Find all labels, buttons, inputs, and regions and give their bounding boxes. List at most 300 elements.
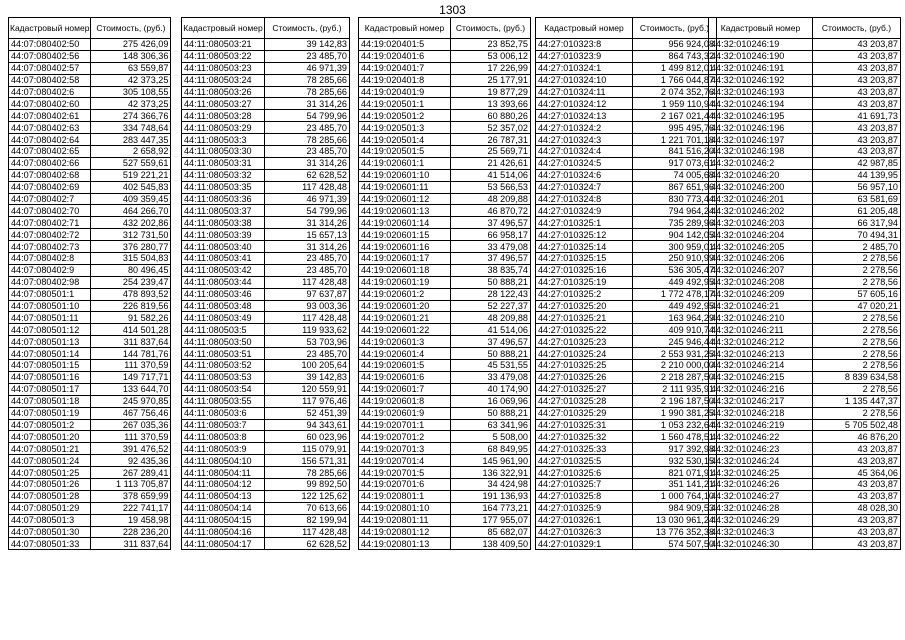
cadastral-number-cell: 44:11:080503:36 (182, 193, 265, 205)
table-row (536, 74, 717, 86)
cost-cell: 5 705 502,48 (813, 419, 901, 431)
cost-cell: 2 278,56 (813, 276, 901, 288)
table-row (359, 193, 531, 205)
cost-cell: 2 278,56 (813, 360, 901, 372)
cost-cell: 23 485,70 (265, 264, 350, 276)
cost-cell: 917 392,98 (633, 443, 717, 455)
table-row (9, 229, 171, 241)
cost-cell: 82 199,94 (265, 514, 350, 526)
table-row (9, 490, 171, 502)
table-row (359, 134, 531, 146)
cost-cell: 45 364,06 (813, 467, 901, 479)
cost-cell: 177 955,07 (451, 514, 531, 526)
table-row (709, 50, 901, 62)
cost-cell: 33 479,08 (451, 241, 531, 253)
cost-cell: 80 496,45 (91, 264, 171, 276)
table-row (536, 348, 717, 360)
cadastral-number-cell: 44:27:010324:11 (536, 86, 633, 98)
cost-cell: 1 221 701,18 (633, 134, 717, 146)
table-row (359, 443, 531, 455)
cadastral-number-cell: 44:19:020601:14 (359, 217, 451, 229)
cost-cell: 48 028,30 (813, 502, 901, 514)
cost-cell: 41 514,06 (451, 324, 531, 336)
table-row (182, 300, 350, 312)
table-row (709, 348, 901, 360)
table-row (9, 264, 171, 276)
cadastral-number-cell: 44:32:010246:22 (709, 431, 813, 443)
table-row (182, 241, 350, 253)
cadastral-number-cell: 44:11:080504:15 (182, 514, 265, 526)
cadastral-number-cell: 44:27:010324:10 (536, 74, 633, 86)
cost-cell: 574 507,50 (633, 538, 717, 550)
cadastral-number-cell: 44:27:010325:26 (536, 371, 633, 383)
table-row (182, 312, 350, 324)
cadastral-number-cell: 44:27:010325:32 (536, 431, 633, 443)
cadastral-number-cell: 44:11:080503:6 (182, 407, 265, 419)
cadastral-number-cell: 44:27:010323:9 (536, 50, 633, 62)
cost-cell: 43 203,87 (813, 134, 901, 146)
cadastral-number-cell: 44:19:020801:1 (359, 490, 451, 502)
cost-cell: 50 888,21 (451, 407, 531, 419)
table-row (536, 395, 717, 407)
cost-cell: 1 766 044,87 (633, 74, 717, 86)
cost-cell: 467 756,46 (91, 407, 171, 419)
cost-cell: 1 113 705,87 (91, 478, 171, 490)
cadastral-table-1 (8, 17, 171, 550)
cost-cell: 2 278,56 (813, 324, 901, 336)
cost-cell: 830 773,44 (633, 193, 717, 205)
table-row (9, 253, 171, 265)
table-row (182, 181, 350, 193)
cadastral-table-5 (708, 17, 901, 550)
table-row (9, 110, 171, 122)
table-row (359, 229, 531, 241)
table-row (536, 122, 717, 134)
table-row (359, 431, 531, 443)
cost-cell: 2 111 935,91 (633, 383, 717, 395)
table-row (9, 98, 171, 110)
table-header-row (709, 18, 901, 39)
cadastral-number-cell: 44:32:010246:205 (709, 241, 813, 253)
cadastral-number-cell: 44:07:080402:6 (9, 86, 91, 98)
cadastral-number-cell: 44:11:080503:44 (182, 276, 265, 288)
cost-cell: 117 976,46 (265, 395, 350, 407)
table-row (9, 395, 171, 407)
cadastral-number-cell: 44:11:080503:49 (182, 312, 265, 324)
table-row (536, 324, 717, 336)
cadastral-number-cell: 44:07:080501:24 (9, 455, 91, 467)
cadastral-number-cell: 44:11:080503:38 (182, 217, 265, 229)
cost-cell: 145 961,90 (451, 455, 531, 467)
table-row (536, 538, 717, 550)
cost-cell: 1 000 764,10 (633, 490, 717, 502)
cost-cell: 23 485,70 (265, 348, 350, 360)
table-row (536, 419, 717, 431)
cost-cell: 300 959,01 (633, 241, 717, 253)
cost-cell: 311 837,64 (91, 336, 171, 348)
table-row (359, 371, 531, 383)
cost-cell: 61 205,48 (813, 205, 901, 217)
cadastral-number-cell: 44:11:080503:54 (182, 383, 265, 395)
table-row (182, 193, 350, 205)
cost-cell: 56 957,10 (813, 181, 901, 193)
cadastral-number-cell: 44:32:010246:30 (709, 538, 813, 550)
cost-cell: 31 314,26 (265, 157, 350, 169)
table-row (359, 538, 531, 550)
cost-cell: 26 787,31 (451, 134, 531, 146)
cost-cell: 2 218 287,50 (633, 371, 717, 383)
table-row (9, 288, 171, 300)
cadastral-number-cell: 44:27:010325:1 (536, 217, 633, 229)
cadastral-number-cell: 44:27:010325:8 (536, 490, 633, 502)
table-header-row (536, 18, 717, 39)
cadastral-number-cell: 44:19:020601:6 (359, 371, 451, 383)
cadastral-number-cell: 44:32:010246:24 (709, 455, 813, 467)
table-row (9, 431, 171, 443)
cadastral-number-cell: 44:32:010246:215 (709, 371, 813, 383)
cost-cell: 17 226,99 (451, 62, 531, 74)
table-row (359, 502, 531, 514)
cadastral-number-cell: 44:07:080501:2 (9, 419, 91, 431)
table-row (536, 157, 717, 169)
cost-cell: 932 530,15 (633, 455, 717, 467)
cost-cell: 841 516,20 (633, 146, 717, 158)
cadastral-number-cell: 44:32:010246:192 (709, 74, 813, 86)
cost-cell: 43 203,87 (813, 146, 901, 158)
cadastral-number-cell: 44:19:020601:19 (359, 276, 451, 288)
cost-cell: 904 142,05 (633, 229, 717, 241)
table-row (359, 478, 531, 490)
cost-cell: 23 485,70 (265, 50, 350, 62)
cost-cell: 164 773,21 (451, 502, 531, 514)
table-row (182, 264, 350, 276)
cadastral-number-cell: 44:27:010325:12 (536, 229, 633, 241)
cadastral-number-cell: 44:11:080503:52 (182, 360, 265, 372)
cost-cell: 34 424,98 (451, 478, 531, 490)
cadastral-number-cell: 44:07:080501:14 (9, 348, 91, 360)
cost-cell: 115 079,91 (265, 443, 350, 455)
cost-cell: 519 221,21 (91, 169, 171, 181)
cadastral-number-cell: 44:32:010246:219 (709, 419, 813, 431)
cost-cell: 78 285,66 (265, 134, 350, 146)
cadastral-number-cell: 44:32:010246:23 (709, 443, 813, 455)
cost-cell: 13 030 961,24 (633, 514, 717, 526)
cost-cell: 2 278,56 (813, 383, 901, 395)
table-row (359, 205, 531, 217)
table-row (359, 122, 531, 134)
table-row (536, 336, 717, 348)
cadastral-number-cell: 44:27:010325:5 (536, 455, 633, 467)
table-row (182, 146, 350, 158)
table-row (709, 181, 901, 193)
table-row (359, 419, 531, 431)
cadastral-number-cell: 44:27:010326:3 (536, 526, 633, 538)
cost-cell: 867 651,96 (633, 181, 717, 193)
cost-cell: 117 428,48 (265, 526, 350, 538)
cadastral-number-cell: 44:07:080501:25 (9, 467, 91, 479)
table-row (182, 419, 350, 431)
cost-cell: 50 888,21 (451, 276, 531, 288)
cadastral-number-cell: 44:32:010246:218 (709, 407, 813, 419)
table-row (182, 157, 350, 169)
table-row (709, 431, 901, 443)
cadastral-number-cell: 44:07:080501:17 (9, 383, 91, 395)
cadastral-number-cell: 44:11:080503:42 (182, 264, 265, 276)
cost-cell: 78 285,66 (265, 74, 350, 86)
table-row (709, 157, 901, 169)
cost-cell: 2 278,56 (813, 407, 901, 419)
cadastral-table-3 (358, 17, 531, 550)
cost-cell: 267 035,36 (91, 419, 171, 431)
cadastral-number-cell: 44:32:010246:190 (709, 50, 813, 62)
table-row (536, 241, 717, 253)
table-row (359, 300, 531, 312)
cadastral-number-cell: 44:19:020801:10 (359, 502, 451, 514)
table-row (9, 241, 171, 253)
table-row (709, 336, 901, 348)
cost-cell: 45 531,55 (451, 360, 531, 372)
cost-cell: 315 504,83 (91, 253, 171, 265)
table-row (359, 169, 531, 181)
cadastral-number-cell: 44:07:080402:56 (9, 50, 91, 62)
cadastral-number-cell: 44:07:080402:64 (9, 134, 91, 146)
cadastral-number-cell: 44:11:080503:50 (182, 336, 265, 348)
cost-cell: 25 177,91 (451, 74, 531, 86)
table-row (709, 324, 901, 336)
cadastral-number-cell: 44:27:010325:6 (536, 467, 633, 479)
cost-cell: 31 314,26 (265, 98, 350, 110)
cadastral-number-cell: 44:27:010323:8 (536, 39, 633, 51)
cadastral-number-cell: 44:07:080501:28 (9, 490, 91, 502)
table-row (359, 146, 531, 158)
table-row (359, 98, 531, 110)
cost-cell: 52 357,02 (451, 122, 531, 134)
cadastral-number-cell: 44:19:020801:13 (359, 538, 451, 550)
table-row (359, 514, 531, 526)
cadastral-number-cell: 44:07:080402:61 (9, 110, 91, 122)
table-row (182, 217, 350, 229)
cost-cell: 449 492,95 (633, 300, 717, 312)
cadastral-number-cell: 44:11:080503:48 (182, 300, 265, 312)
cost-cell: 267 289,41 (91, 467, 171, 479)
cadastral-number-cell: 44:19:020601:10 (359, 169, 451, 181)
cost-cell: 226 819,56 (91, 300, 171, 312)
cost-cell: 138 409,50 (451, 538, 531, 550)
table-row (536, 383, 717, 395)
cadastral-number-cell: 44:27:010324:2 (536, 122, 633, 134)
cadastral-number-cell: 44:19:020601:9 (359, 407, 451, 419)
cadastral-number-cell: 44:19:020601:3 (359, 336, 451, 348)
cadastral-number-cell: 44:19:020601:16 (359, 241, 451, 253)
cost-cell: 39 142,83 (265, 371, 350, 383)
cost-cell: 43 203,87 (813, 98, 901, 110)
cadastral-number-cell: 44:11:080504:14 (182, 502, 265, 514)
cadastral-number-cell: 44:07:080402:7 (9, 193, 91, 205)
cost-cell: 409 359,45 (91, 193, 171, 205)
cost-cell: 449 492,95 (633, 276, 717, 288)
cost-cell: 2 278,56 (813, 348, 901, 360)
cost-cell: 42 373,25 (91, 98, 171, 110)
cadastral-number-cell: 44:19:020501:5 (359, 146, 451, 158)
cost-cell: 54 799,96 (265, 110, 350, 122)
cost-cell: 44 139,95 (813, 169, 901, 181)
cost-cell: 78 285,66 (265, 86, 350, 98)
cost-cell: 794 964,24 (633, 205, 717, 217)
table-row (182, 50, 350, 62)
cadastral-number-cell: 44:27:010325:22 (536, 324, 633, 336)
cost-cell: 2 196 187,50 (633, 395, 717, 407)
cost-cell: 334 748,64 (91, 122, 171, 134)
table-row (709, 253, 901, 265)
table-row (182, 336, 350, 348)
cadastral-number-cell: 44:32:010246:212 (709, 336, 813, 348)
table-row (709, 502, 901, 514)
table-row (9, 336, 171, 348)
table-row (536, 264, 717, 276)
table-row (359, 467, 531, 479)
table-row (9, 324, 171, 336)
table-row (9, 443, 171, 455)
cadastral-number-cell: 44:11:080503:46 (182, 288, 265, 300)
table-row (9, 300, 171, 312)
cost-cell: 432 202,86 (91, 217, 171, 229)
cost-cell: 53 006,12 (451, 50, 531, 62)
table-row (359, 264, 531, 276)
table-row (9, 39, 171, 51)
table-row (9, 217, 171, 229)
table-row (182, 98, 350, 110)
cost-cell: 19 877,29 (451, 86, 531, 98)
table-row (9, 134, 171, 146)
cost-cell: 43 203,87 (813, 478, 901, 490)
cost-cell: 13 393,66 (451, 98, 531, 110)
cadastral-number-cell: 44:27:010325:20 (536, 300, 633, 312)
cadastral-number-cell: 44:19:020701:3 (359, 443, 451, 455)
cost-cell: 66 958,17 (451, 229, 531, 241)
table-row (359, 157, 531, 169)
table-row (182, 205, 350, 217)
cadastral-number-cell: 44:07:080501:10 (9, 300, 91, 312)
cost-cell: 148 306,36 (91, 50, 171, 62)
table-row (536, 276, 717, 288)
table-row (536, 514, 717, 526)
cadastral-number-cell: 44:11:080503:55 (182, 395, 265, 407)
cadastral-number-cell: 44:07:080402:71 (9, 217, 91, 229)
table-row (709, 74, 901, 86)
table-row (709, 205, 901, 217)
cadastral-number-cell: 44:11:080503:53 (182, 371, 265, 383)
table-row (9, 169, 171, 181)
table-row (9, 276, 171, 288)
cost-cell: 33 479,08 (451, 371, 531, 383)
table-row (709, 62, 901, 74)
cost-cell: 995 495,76 (633, 122, 717, 134)
cost-cell: 43 203,87 (813, 514, 901, 526)
cost-cell: 222 741,17 (91, 502, 171, 514)
cost-cell: 464 266,70 (91, 205, 171, 217)
table-row (9, 514, 171, 526)
table-row (536, 455, 717, 467)
cadastral-number-cell: 44:27:010324:7 (536, 181, 633, 193)
cost-cell: 23 852,75 (451, 39, 531, 51)
cadastral-number-cell: 44:32:010246:206 (709, 253, 813, 265)
table-row (536, 526, 717, 538)
table-row (9, 62, 171, 74)
cost-cell: 5 508,00 (451, 431, 531, 443)
cost-cell: 63 581,69 (813, 193, 901, 205)
table-row (536, 407, 717, 419)
cadastral-number-cell: 44:11:080503:5 (182, 324, 265, 336)
cadastral-number-cell: 44:11:080503:31 (182, 157, 265, 169)
table-row (359, 395, 531, 407)
table-row (709, 514, 901, 526)
cadastral-number-cell: 44:07:080402:57 (9, 62, 91, 74)
cadastral-number-cell: 44:07:080501:29 (9, 502, 91, 514)
cost-cell: 13 776 352,38 (633, 526, 717, 538)
table-row (709, 241, 901, 253)
table-row (536, 98, 717, 110)
table-row (182, 324, 350, 336)
cadastral-number-cell: 44:07:080501:21 (9, 443, 91, 455)
cadastral-number-cell: 44:32:010246:20 (709, 169, 813, 181)
table-row (359, 312, 531, 324)
cadastral-number-cell: 44:27:010325:21 (536, 312, 633, 324)
cadastral-number-cell: 44:27:010325:29 (536, 407, 633, 419)
table-row (182, 383, 350, 395)
cadastral-number-cell: 44:27:010325:27 (536, 383, 633, 395)
cadastral-number-cell: 44:19:020401:9 (359, 86, 451, 98)
cost-cell: 94 343,61 (265, 419, 350, 431)
cost-cell: 402 545,83 (91, 181, 171, 193)
table-row (359, 276, 531, 288)
column-header-cadastral-number: Кадастровый номер (9, 18, 91, 39)
cadastral-number-cell: 44:32:010246:195 (709, 110, 813, 122)
cadastral-number-cell: 44:32:010246:207 (709, 264, 813, 276)
table-row (536, 253, 717, 265)
cadastral-number-cell: 44:07:080402:98 (9, 276, 91, 288)
table-row (9, 371, 171, 383)
cadastral-table-4 (535, 17, 717, 550)
cost-cell: 274 366,76 (91, 110, 171, 122)
table-row (536, 288, 717, 300)
table-row (359, 348, 531, 360)
cost-cell: 57 605,16 (813, 288, 901, 300)
cadastral-number-cell: 44:32:010246:217 (709, 395, 813, 407)
cost-cell: 43 203,87 (813, 490, 901, 502)
table-row (536, 229, 717, 241)
cadastral-number-cell: 44:32:010246:201 (709, 193, 813, 205)
cadastral-number-cell: 44:07:080501:30 (9, 526, 91, 538)
cadastral-number-cell: 44:07:080402:72 (9, 229, 91, 241)
table-row (182, 360, 350, 372)
cadastral-number-cell: 44:27:010325:33 (536, 443, 633, 455)
column-header-cost: Стоимость, (руб.) (451, 18, 531, 39)
cadastral-number-cell: 44:27:010324:5 (536, 157, 633, 169)
cadastral-number-cell: 44:27:010324:4 (536, 146, 633, 158)
cadastral-number-cell: 44:11:080504:16 (182, 526, 265, 538)
table-row (709, 407, 901, 419)
cost-cell: 41 691,73 (813, 110, 901, 122)
cadastral-number-cell: 44:11:080504:11 (182, 467, 265, 479)
cost-cell: 19 458,98 (91, 514, 171, 526)
cost-cell: 37 496,57 (451, 253, 531, 265)
cadastral-number-cell: 44:07:080501:3 (9, 514, 91, 526)
table-row (9, 383, 171, 395)
cadastral-number-cell: 44:07:080402:73 (9, 241, 91, 253)
table-row (182, 443, 350, 455)
cadastral-number-cell: 44:19:020701:1 (359, 419, 451, 431)
cadastral-number-cell: 44:11:080503:24 (182, 74, 265, 86)
